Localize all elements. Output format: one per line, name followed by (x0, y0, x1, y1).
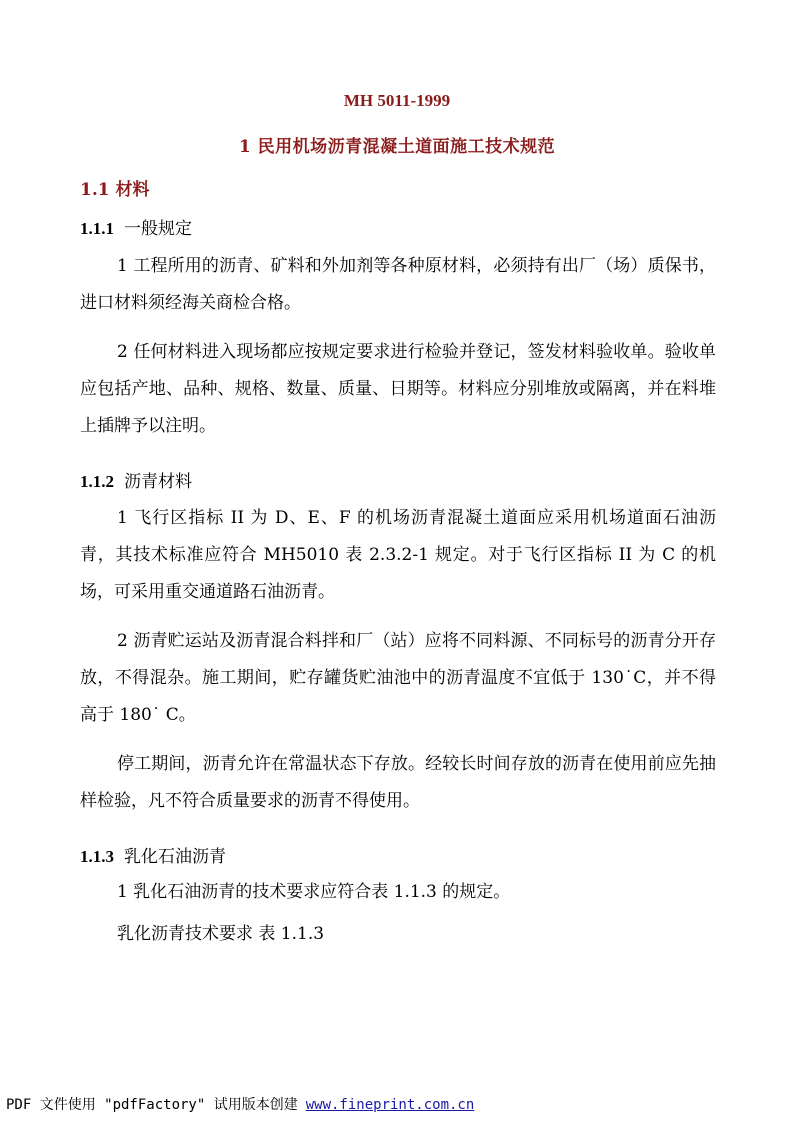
subsection-number: 1.1.2 (80, 472, 114, 491)
subsection-number: 1.1.3 (80, 847, 114, 866)
subsection-title: 乳化石油沥青 (124, 847, 226, 867)
subsection-title: 沥青材料 (124, 472, 192, 492)
subsection-title: 一般规定 (124, 219, 192, 239)
paragraph: 1 工程所用的沥青、矿料和外加剂等各种原材料，必须持有出厂（场）质保书，进口材料须经海关商检合格。 (80, 256, 716, 313)
subsection-heading-1-1-2 (80, 467, 192, 492)
paragraph: 2 沥青贮运站及沥青混合料拌和厂（站）应将不同料源、不同标号的沥青分开存放，不得混杂。施工期间，贮存罐货贮油池中的沥青温度不宜低于 130˙C，并不得高于 180˙ C。 (80, 631, 716, 725)
document-title: 1 民用机场沥青混凝土道面施工技术规范 (238, 137, 556, 157)
paragraph: 1 飞行区指标 II 为 D、E、F 的机场沥青混凝土道面应采用机场道面石油沥青，其技术标准应符合 MH5010 表 2.3.2-1 规定。对于飞行区指标 II 为 C 的机场，可采用重交通道路石油沥青。 (80, 508, 716, 602)
paragraph: 停工期间，沥青允许在常温状态下存放。经较长时间存放的沥青在使用前应先抽样检验，凡不符合质量要求的沥青不得使用。 (80, 754, 716, 811)
paragraph: 1 乳化石油沥青的技术要求应符合表 1.1.3 的规定。 (117, 882, 511, 902)
paragraph: 2 任何材料进入现场都应按规定要求进行检验并登记，签发材料验收单。验收单应包括产地、品种、规格、数量、质量、日期等。材料应分别堆放或隔离，并在料堆上插牌予以注明。 (80, 342, 716, 436)
footer-text: PDF 文件使用 "pdfFactory" 试用版本创建 (6, 1097, 298, 1113)
subsection-heading-1-1-1 (80, 214, 192, 239)
footer-link[interactable]: www.fineprint.com.cn (305, 1097, 475, 1113)
subsection-number: 1.1.1 (80, 219, 114, 238)
section-heading: 1.1 材料 (80, 180, 150, 200)
subsection-heading-1-1-3 (80, 842, 226, 867)
pdf-footer (6, 1094, 474, 1114)
table-caption: 乳化沥青技术要求 表 1.1.3 (117, 924, 325, 944)
document-number: MH 5011-1999 (343, 91, 451, 110)
